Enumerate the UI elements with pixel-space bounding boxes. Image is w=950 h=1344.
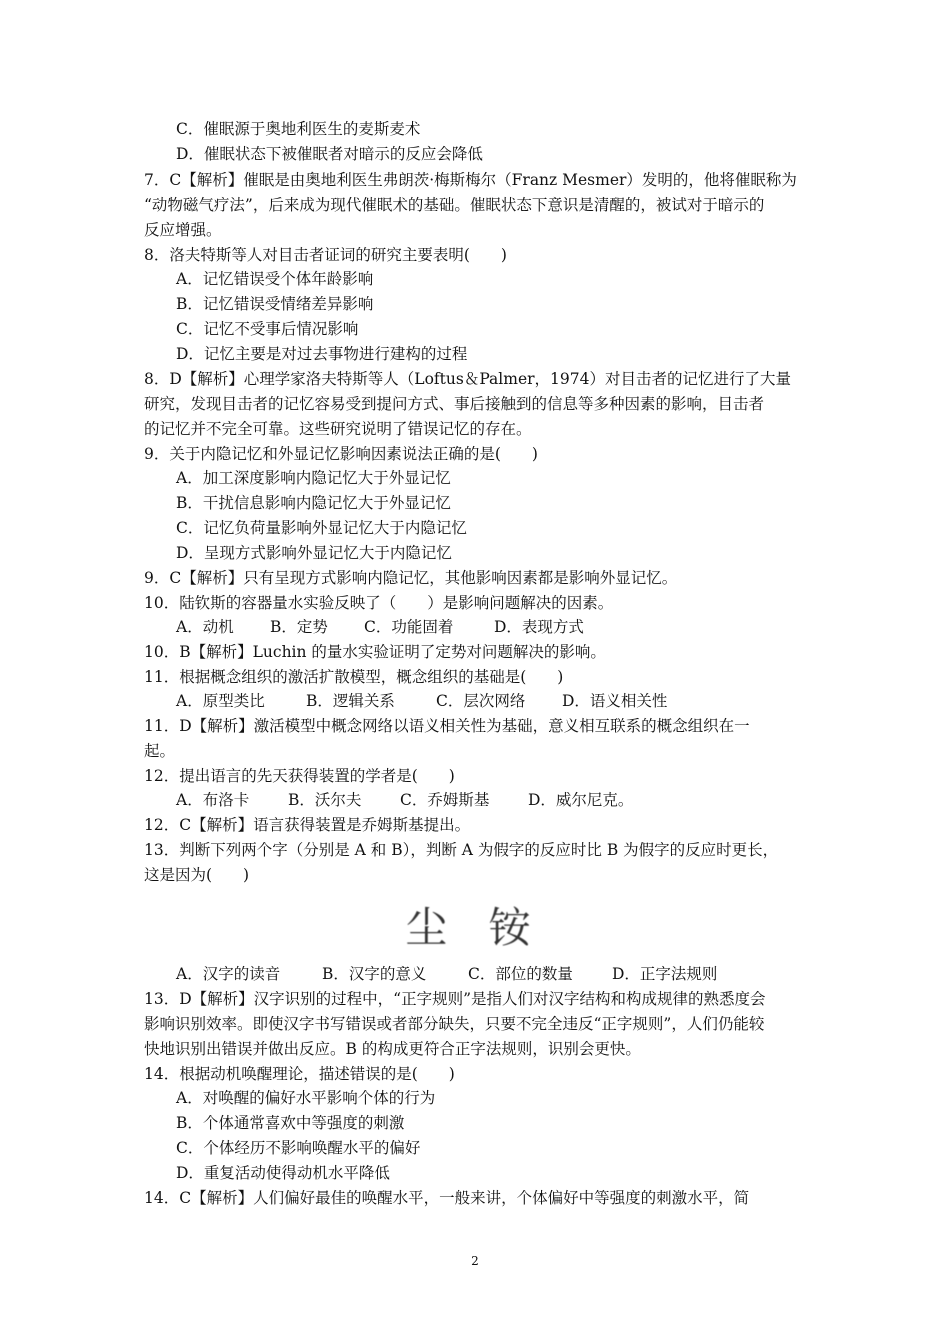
answer-11-line1: 11．D【解析】激活模型中概念网络以语义相关性为基础，意义相互联系的概念组织在一 <box>144 717 750 735</box>
answer-13-line1: 13．D【解析】汉字识别的过程中，“正字规则”是指人们对汉字结构和构成规律的熟悉度会 <box>144 990 766 1008</box>
q14-option-d: D．重复活动使得动机水平降低 <box>176 1164 390 1182</box>
q12-option-a: A．布洛卡 <box>176 791 250 809</box>
answer-13-line2: 影响识别效率。即使汉字书写错误或者部分缺失，只要不完全违反“正字规则”，人们仍能较 <box>144 1015 765 1033</box>
q10-option-c: C．功能固着 <box>364 618 454 636</box>
answer-7-line2: “动物磁气疗法”，后来成为现代催眠术的基础。催眠状态下意识是清醒的，被试对于暗示的 <box>144 196 765 214</box>
question-10-stem: 10．陆钦斯的容器量水实验反映了（ ）是影响问题解决的因素。 <box>144 594 614 612</box>
page-number: 2 <box>471 1254 479 1268</box>
q11-option-b: B．逻辑关系 <box>306 692 395 710</box>
q12-option-c: C．乔姆斯基 <box>400 791 490 809</box>
q8-option-c: C．记忆不受事后情况影响 <box>176 320 359 338</box>
question-12-stem: 12．提出语言的先天获得装置的学者是( ) <box>144 767 455 785</box>
q13-option-b: B．汉字的意义 <box>322 965 427 983</box>
q9-option-d: D．呈现方式影响外显记忆大于内隐记忆 <box>176 544 452 562</box>
q10-options-row <box>176 616 584 638</box>
q6-option-c: C．催眠源于奥地利医生的麦斯麦术 <box>176 120 421 138</box>
q12-options-row <box>176 789 633 811</box>
q9-option-a: A．加工深度影响内隐记忆大于外显记忆 <box>176 469 451 487</box>
answer-8-line1: 8．D【解析】心理学家洛夫特斯等人（Loftus＆Palmer，1974）对目击者的记忆进行了大量 <box>144 370 791 388</box>
q10-option-b: B．定势 <box>270 618 328 636</box>
question-8-stem: 8．洛夫特斯等人对目击者证词的研究主要表明( ) <box>144 246 507 264</box>
q9-option-c: C．记忆负荷量影响外显记忆大于内隐记忆 <box>176 519 467 537</box>
q13-options-row <box>176 963 717 985</box>
q11-options-row <box>176 690 667 712</box>
q13-option-a: A．汉字的读音 <box>176 965 281 983</box>
answer-11-line2: 起。 <box>144 742 176 760</box>
q14-option-b: B．个体通常喜欢中等强度的刺激 <box>176 1114 405 1132</box>
q11-option-a: A．原型类比 <box>176 692 265 710</box>
q8-option-b: B．记忆错误受情绪差异影响 <box>176 295 374 313</box>
answer-10-line1: 10．B【解析】Luchin 的量水实验证明了定势对问题解决的影响。 <box>144 643 606 661</box>
q12-option-d: D．威尔尼克。 <box>528 791 634 809</box>
q11-option-c: C．层次网络 <box>436 692 526 710</box>
answer-8-line2: 研究，发现目击者的记忆容易受到提问方式、事后接触到的信息等多种因素的影响，目击者 <box>144 395 765 413</box>
answer-9-line1: 9．C【解析】只有呈现方式影响内隐记忆，其他影响因素都是影响外显记忆。 <box>144 569 678 587</box>
question-13-stem-line2: 这是因为( ) <box>144 866 250 884</box>
q8-option-a: A．记忆错误受个体年龄影响 <box>176 270 374 288</box>
question-11-stem: 11．根据概念组织的激活扩散模型，概念组织的基础是( ) <box>144 668 564 686</box>
q13-character-image: 尘 铵 <box>405 903 545 952</box>
q14-option-a: A．对唤醒的偏好水平影响个体的行为 <box>176 1089 436 1107</box>
q12-option-b: B．沃尔夫 <box>288 791 362 809</box>
q10-option-d: D．表现方式 <box>494 618 584 636</box>
answer-7-line3: 反应增强。 <box>144 221 222 239</box>
q9-option-b: B．干扰信息影响内隐记忆大于外显记忆 <box>176 494 451 512</box>
q10-option-a: A．动机 <box>176 618 234 636</box>
answer-7-line1: 7．C【解析】催眠是由奥地利医生弗朗茨·梅斯梅尔（Franz Mesmer）发明的，他将催眠称为 <box>144 171 797 189</box>
question-14-stem: 14．根据动机唤醒理论，描述错误的是( ) <box>144 1065 455 1083</box>
q13-option-d: D．正字法规则 <box>612 965 718 983</box>
q13-option-c: C．部位的数量 <box>468 965 573 983</box>
answer-14-line1: 14．C【解析】人们偏好最佳的唤醒水平，一般来讲，个体偏好中等强度的刺激水平，简 <box>144 1189 750 1207</box>
q14-option-c: C．个体经历不影响唤醒水平的偏好 <box>176 1139 421 1157</box>
question-13-stem-line1: 13．判断下列两个字（分别是 A 和 B），判断 A 为假字的反应时比 B 为假字的反应时更长， <box>144 841 779 859</box>
q11-option-d: D．语义相关性 <box>562 692 668 710</box>
question-9-stem: 9．关于内隐记忆和外显记忆影响因素说法正确的是( ) <box>144 445 538 463</box>
answer-13-line3: 快地识别出错误并做出反应。B 的构成更符合正字法规则，识别会更快。 <box>144 1040 641 1058</box>
q6-option-d: D．催眠状态下被催眠者对暗示的反应会降低 <box>176 145 483 163</box>
answer-12-line1: 12．C【解析】语言获得装置是乔姆斯基提出。 <box>144 816 471 834</box>
q8-option-d: D．记忆主要是对过去事物进行建构的过程 <box>176 345 468 363</box>
answer-8-line3: 的记忆并不完全可靠。这些研究说明了错误记忆的存在。 <box>144 420 532 438</box>
